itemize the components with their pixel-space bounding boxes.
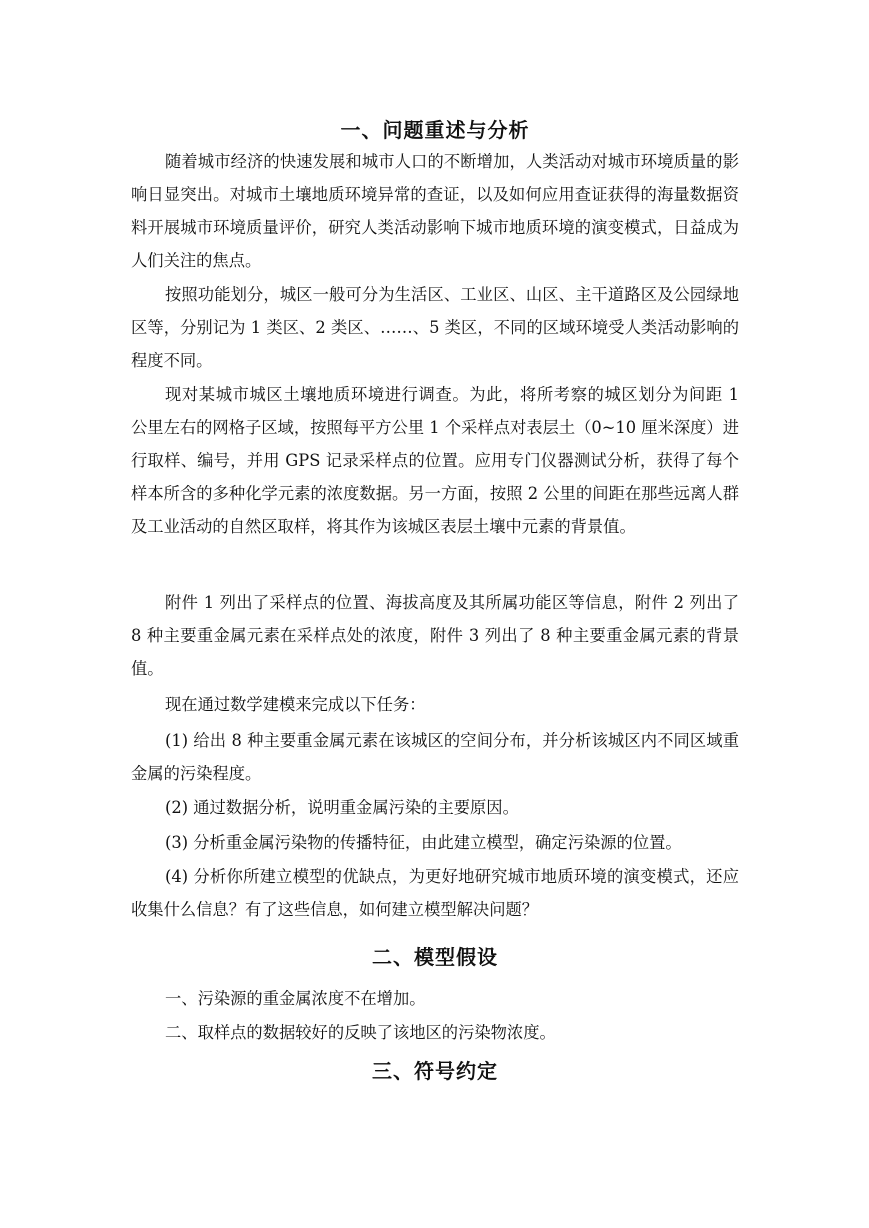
paragraph-background: 随着城市经济的快速发展和城市人口的不断增加，人类活动对城市环境质量的影响日显突出。对城市土壤地质环境异常的查证，以及如何应用查证获得的海量数据资料开展城市环境质量评价，研究人类活动影响下城市地质环境的演变模式，日益成为人们关注的焦点。 [131, 152, 739, 270]
task-item-1: (1) 给出 8 种主要重金属元素在该城区的空间分布，并分析该城区内不同区域重金属的污染程度。 [131, 731, 739, 783]
section-heading-assumptions: 二、模型假设 [372, 945, 498, 969]
section-heading-problem: 一、问题重述与分析 [340, 118, 530, 142]
task-item-3: (3) 分析重金属污染物的传播特征，由此建立模型，确定污染源的位置。 [165, 833, 682, 852]
paragraph-survey: 现对某城市城区土壤地质环境进行调查。为此，将所考察的城区划分为间距 1 公里左右的网格子区域，按照每平方公里 1 个采样点对表层土（0~10 厘米深度）进行取样、编号，并用 GPS 记录采样点的位置。应用专门仪器测试分析，获得了每个样本所含的多种化学元素的浓度数据。另一方面，按照 2 公里的间距在那些远离人群及工业活动的自然区取样，将其作为该城区表层土壤中元素的背景值。 [131, 385, 739, 536]
paragraph-attachments: 附件 1 列出了采样点的位置、海拔高度及其所属功能区等信息，附件 2 列出了 8 种主要重金属元素在采样点处的浓度，附件 3 列出了 8 种主要重金属元素的背景值。 [131, 593, 739, 678]
assumption-item-1: 一、污染源的重金属浓度不在增加。 [165, 989, 426, 1008]
paragraph-functional-zones: 按照功能划分，城区一般可分为生活区、工业区、山区、主干道路区及公园绿地区等，分别记为 1 类区、2 类区、……、5 类区，不同的区域环境受人类活动影响的程度不同。 [131, 285, 739, 370]
paragraph-tasks-intro: 现在通过数学建模来完成以下任务： [165, 695, 426, 714]
task-item-2: (2) 通过数据分析，说明重金属污染的主要原因。 [165, 798, 519, 817]
section-heading-symbols: 三、符号约定 [372, 1059, 498, 1083]
assumption-item-2: 二、取样点的数据较好的反映了该地区的污染物浓度。 [165, 1023, 556, 1042]
task-item-4: (4) 分析你所建立模型的优缺点，为更好地研究城市地质环境的演变模式，还应收集什么信息？有了这些信息，如何建立模型解决问题？ [131, 867, 739, 919]
